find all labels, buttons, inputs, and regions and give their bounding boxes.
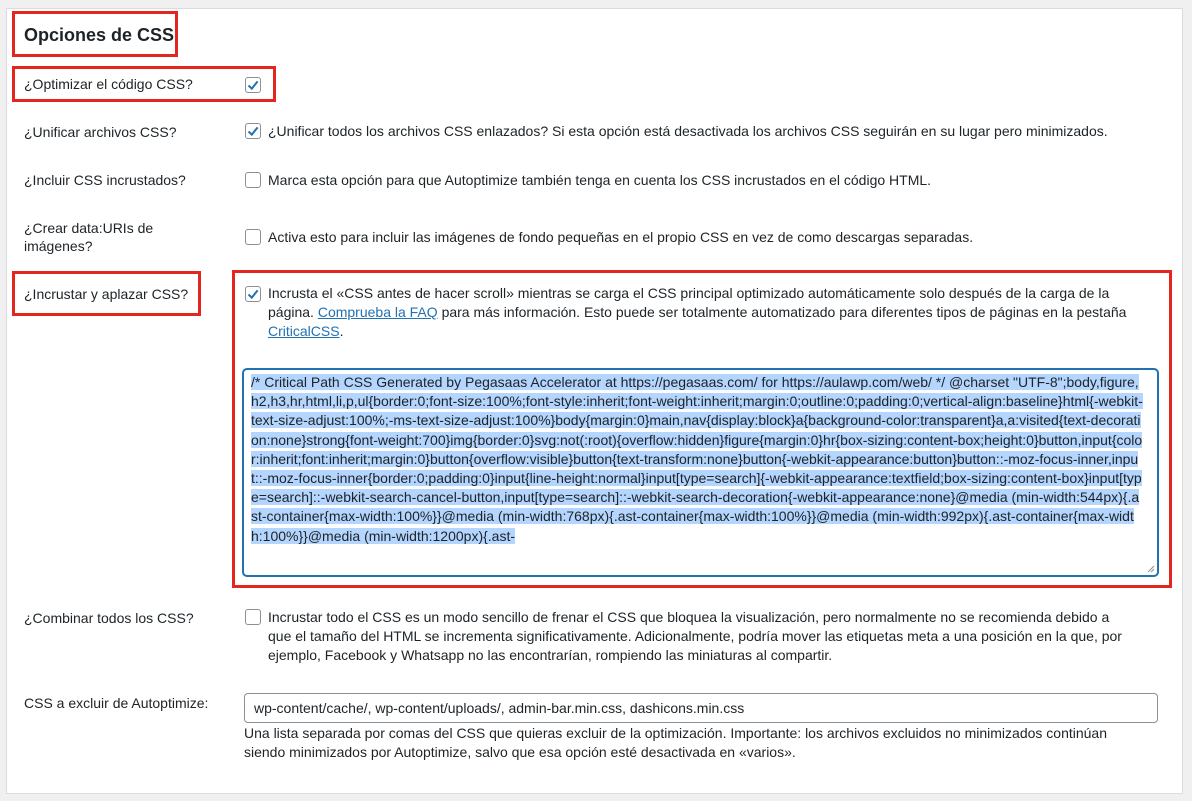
checkmark-icon [247, 79, 259, 91]
defer-text-b: para más información. Esto puede ser totalmente automatizado para diferentes tipos de páginas en la pestaña [441, 304, 1127, 320]
inline-all-css-description [268, 608, 1168, 665]
datauris-label-line1: ¿Crear data:URIs de [24, 220, 154, 236]
critical-css-text: /* Critical Path CSS Generated by Pegasaas Accelerator at https://pegasaas.com/ for https://aulawp.com/web/ */ @charset "UTF-8";body,figure,h2,h3,hr,html,li,p,ul{border:0;font-size:100%;font-style:inherit;font-weight:inherit;margin:0;outline:0;padding:0;vertical-align:baseline}html{-webkit-text-size-adjust:100%;-ms-text-size-adjust:100%}body{margin:0}main,nav{display:block}a{background-color:transparent}a,a:visited{text-decoration:none}strong{font-weight:700}img{border:0}svg:not(:root){overflow:hidden}figure{margin:0}hr{box-sizing:content-box;height:0}button,input{color:inherit;font:inherit;margin:0}button{overflow:visible}button{text-transform:none}button{-webkit-appearance:button}button::-moz-focus-inner,input::-moz-focus-inner{border:0;padding:0}input{line-height:normal}input[type=search]{-webkit-appearance:textfield;box-sizing:content-box}input[type=search]::-webkit-search-cancel-button,input[type=search]::-webkit-search-decoration{-webkit-appearance:none}@media (min-width:544px){.ast-container{max-width:100%}}@media (min-width:768px){.ast-container{max-width:100%}}@media (min-width:992px){.ast-container{max-width:100%}}@media (min-width:1200px){.ast- [251, 374, 1143, 544]
inline-all-css-label: ¿Combinar todos los CSS? [24, 610, 194, 626]
exclude-css-input[interactable]: wp-content/cache/, wp-content/uploads/, admin-bar.min.css, dashicons.min.css [244, 693, 1158, 723]
datauris-label [24, 219, 214, 255]
aggregate-css-description: ¿Unificar todos los archivos CSS enlazados? Si esta opción está desactivada los archivos CSS seguirán en su lugar pero minimizados. [268, 123, 1108, 139]
defer-css-checkbox[interactable] [245, 286, 261, 302]
datauris-checkbox[interactable] [245, 229, 261, 245]
exclude-css-help [244, 724, 1107, 762]
include-inline-css-description: Marca esta opción para que Autoptimize también tenga en cuenta los CSS incrustados en el código HTML. [268, 172, 932, 188]
defer-text-a: página. [268, 304, 314, 320]
aggregate-css-checkbox[interactable] [245, 123, 261, 139]
inline-all-css-checkbox[interactable] [245, 609, 261, 625]
checkmark-icon [247, 288, 259, 300]
checkmark-icon [247, 125, 259, 137]
section-title: Opciones de CSS [24, 25, 175, 45]
defer-css-description-line1: Incrusta el «CSS antes de hacer scroll» mientras se carga el CSS principal optimizado automáticamente solo después de la carga de la [268, 285, 1110, 301]
aggregate-css-label: ¿Unificar archivos CSS? [24, 124, 177, 140]
exclude-css-label: CSS a excluir de Autoptimize: [24, 695, 209, 711]
critical-css-textarea-content [251, 373, 1143, 546]
datauris-description: Activa esto para incluir las imágenes de fondo pequeñas en el propio CSS en vez de como descargas separadas. [268, 229, 974, 245]
inline-all-line1: Incrustar todo el CSS es un modo sencillo de frenar el CSS que bloquea la visualización, pero normalmente no se recomienda debido a [268, 609, 1110, 625]
optimize-css-checkbox[interactable] [245, 77, 261, 93]
defer-css-label: ¿Incrustar y aplazar CSS? [24, 286, 189, 302]
faq-link[interactable]: Comprueba la FAQ [317, 304, 438, 320]
exclude-help-line2: siendo minimizados por Autoptimize, salvo que esa opción esté desactivada en «varios». [244, 744, 796, 760]
critical-css-textarea[interactable] [243, 369, 1158, 576]
defer-css-description [268, 284, 1148, 341]
datauris-label-line2: imágenes? [24, 238, 93, 254]
include-inline-css-checkbox[interactable] [245, 172, 261, 188]
inline-all-line2: que el tamaño del HTML se incrementa significativamente. Adicionalmente, podría mover las etiquetas meta a una posición en la que, por [268, 628, 1122, 644]
inline-all-line3: ejemplo, Facebook y Whatsapp no las encontrarían, rompiendo las miniaturas al compartir. [268, 647, 833, 663]
exclude-help-line1: Una lista separada por comas del CSS que quieras excluir de la optimización. Importante: los archivos excluidos no minimizados continúan [244, 725, 1107, 741]
defer-period: . [339, 323, 344, 339]
optimize-css-label: ¿Optimizar el código CSS? [24, 76, 193, 92]
defer-css-description-line2 [268, 303, 1148, 322]
criticalcss-link[interactable]: CriticalCSS [268, 323, 340, 339]
defer-css-description-line3 [268, 322, 1148, 341]
resize-grip-icon[interactable] [1147, 565, 1155, 573]
include-inline-css-label: ¿Incluir CSS incrustados? [24, 172, 186, 188]
